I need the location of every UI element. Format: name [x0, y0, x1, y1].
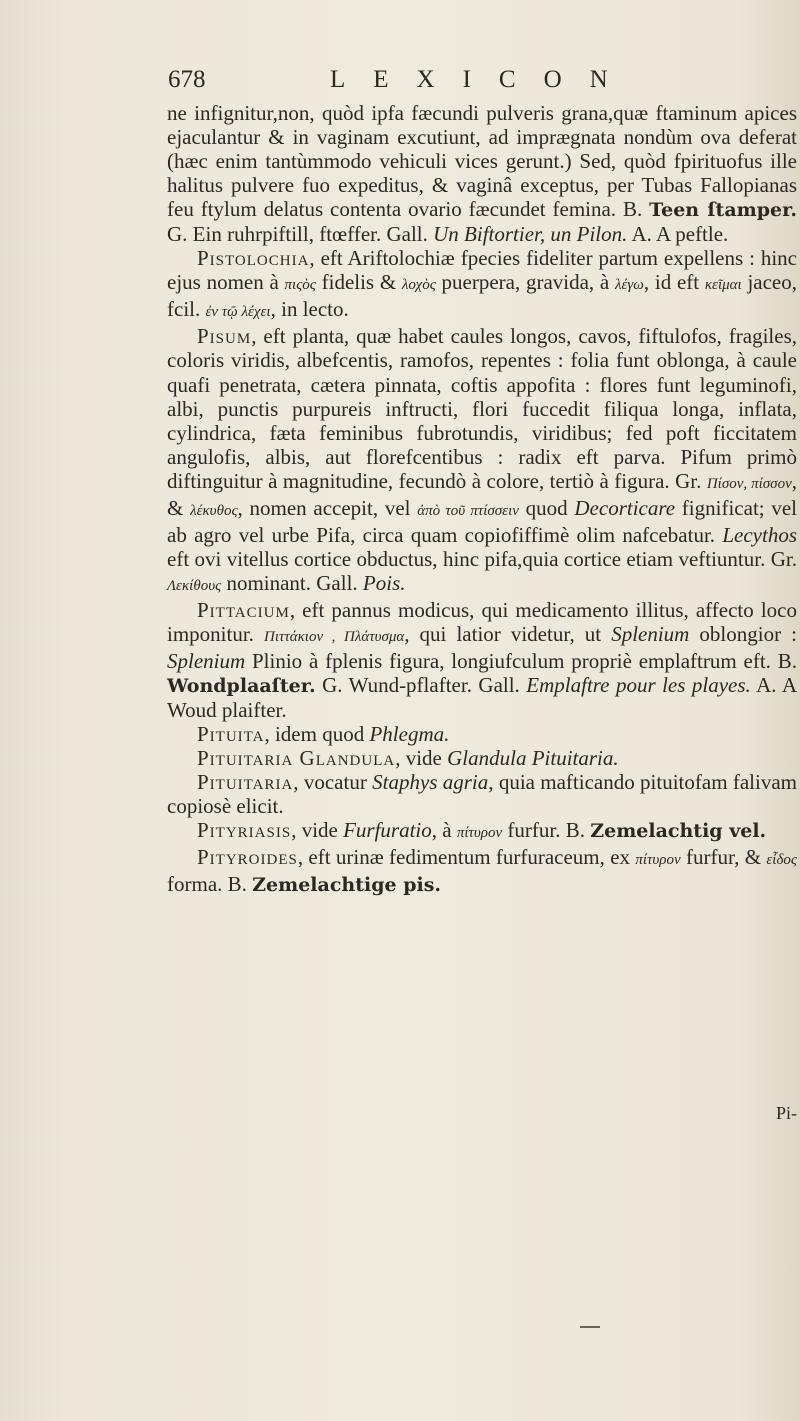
- dictionary-entry: [167, 746, 797, 770]
- italic-term: Emplaftre pour les playes.: [526, 673, 751, 698]
- bottom-mark: [580, 1326, 600, 1328]
- italic-term: Un Biftortier, un Pilon.: [433, 222, 628, 247]
- italic-term: Lecythos: [722, 522, 797, 547]
- blackletter-term: Zemelachtig vel.: [590, 820, 767, 843]
- text-run: , quia mafticando pituitofam falivam copiosè elicit.: [167, 770, 797, 819]
- text-run: , in lecto.: [270, 297, 349, 322]
- dictionary-entry: [167, 770, 797, 818]
- greek-term: λοχὸς: [401, 277, 436, 294]
- italic-term: Glandula Pituitaria.: [447, 746, 619, 771]
- dictionary-entry: [167, 598, 797, 722]
- text-run: , idem quod: [264, 722, 370, 747]
- text-run: fidelis &: [315, 270, 402, 295]
- text-run: eft ovi vitellus cortice obductus, hinc pifa,quia cortice etiam veftiuntur. Gr.: [167, 546, 797, 571]
- text-run: ne infignitur,non, quòd ipfa fæcundi pulveris grana,quæ ftaminum apices ejaculantur & in vaginam excutiunt, ad imprægnata nondùm ova deferat (hæc enim tantùmmodo vehiculi vices gerunt.) Sed, quòd fpirituofus ille halitus pulvere fuo expeditus, & vaginâ exceptus, per Tubas Fallopianas feu ftylum delatus contenta ovario fæcundet femina. B.: [167, 101, 797, 222]
- text-run: , eft Ariftolochiæ fpecies fideliter partum expellens : hinc ejus nomen à: [167, 246, 797, 295]
- text-run: furfur, &: [680, 845, 767, 870]
- italic-term: Furfuratio: [343, 818, 432, 843]
- text-run: furfur. B.: [502, 818, 591, 843]
- text-run: , vide: [395, 746, 448, 771]
- greek-term: λέγω: [614, 277, 644, 294]
- greek-term: πιςὸς: [284, 277, 316, 294]
- text-run: oblongior :: [689, 621, 797, 646]
- text-run: jaceo, fcil.: [167, 270, 798, 322]
- running-header: [168, 66, 650, 100]
- blackletter-term: Teen ſtamper.: [649, 199, 797, 222]
- greek-term: πίτυρον: [635, 852, 681, 869]
- dictionary-entry: [167, 845, 797, 897]
- text-run: forma. B.: [167, 872, 253, 897]
- text-run: , eft pannus modicus, qui medicamento illitus, affecto loco imponitur.: [167, 597, 797, 646]
- greek-term: ἐν τῷ λέχει: [205, 304, 271, 321]
- blackletter-term: Wondplaaſter.: [167, 675, 316, 698]
- entry-headword: Pituita: [197, 722, 265, 747]
- greek-term: ἀπὸ τοῦ πτίσσειν: [417, 502, 519, 519]
- text-run: , eft urinæ fedimentum furfuraceum, ex: [297, 845, 636, 870]
- italic-term: Splenium: [167, 649, 246, 674]
- dictionary-entry: [167, 722, 797, 746]
- text-run: , vide: [291, 818, 344, 843]
- text-run: G. Ein ruhrpiftill, ftœffer. Gall.: [167, 222, 434, 247]
- text-run: , id eft: [643, 270, 705, 295]
- text-run: G. Wund-pflafter. Gall.: [315, 673, 527, 698]
- running-title: LEXICON: [330, 66, 636, 93]
- body-text: [167, 101, 797, 898]
- text-run: A. A peftle.: [627, 222, 729, 247]
- greek-term: εἶδος: [766, 852, 797, 869]
- text-run: , vocatur: [293, 770, 373, 795]
- italic-term: Splenium: [611, 621, 690, 646]
- greek-term: Πιττάκιον , Πλάτυσμα: [263, 628, 405, 645]
- text-run: , qui latior videtur, ut: [404, 621, 612, 646]
- text-run: fignificat; vel ab agro vel urbe Pifa, circa quam copiofiffimè olim nafcebatur.: [167, 495, 797, 547]
- dictionary-entry: [167, 818, 797, 845]
- greek-term: Πίσον, πίσσον: [706, 475, 792, 492]
- entry-headword: Pityriasis: [197, 818, 292, 843]
- entry-headword: Pistolochia: [197, 246, 310, 271]
- italic-term: Phlegma.: [369, 722, 450, 747]
- entry-headword: Pituitaria: [197, 770, 294, 795]
- text-run: puerpera, gravida, à: [435, 270, 615, 295]
- greek-term: Λεκίθους: [167, 577, 222, 594]
- greek-term: λέκυθος: [190, 502, 238, 519]
- text-run: A. A Woud plaifter.: [167, 673, 797, 723]
- italic-term: Pois.: [362, 570, 406, 595]
- blackletter-term: Zemelachtige pis.: [252, 874, 442, 897]
- entry-headword: Pityroides: [197, 845, 298, 870]
- entry-headword: Pittacium: [197, 597, 290, 622]
- entry-headword: Pisum: [197, 324, 252, 349]
- italic-term: Decorticare: [574, 495, 676, 520]
- paragraph-continued: [167, 101, 797, 246]
- text-run: , eft planta, quæ habet caules longos, cavos, fiftulofos, fragiles, coloris viridis, albefcentis, ramofos, repentes : folia funt oblonga, à caule quafi penetrata, cætera pinnata, coftis appofita : flores funt leguminofi, albi, punctis purpureis inftructi, flori fuccedit filiqua longa, inflata, cylindrica, fæta feminibus fubrotundis, viridibus; fed poft ficcitatem angulofis, albis, aut florefcentibus : radix eft parva. Pifum primò diftinguitur à magnitudine, fecundò à colore, tertiò à figura. Gr.: [167, 324, 797, 493]
- text-run: nominant. Gall.: [221, 570, 363, 595]
- text-run: Plinio à fplenis figura, longiufculum propriè emplaftrum eft. B.: [245, 649, 797, 674]
- dictionary-entry: [167, 324, 797, 598]
- greek-term: κεῖμαι: [704, 277, 742, 294]
- entry-headword: Pituitaria Glandula: [197, 746, 396, 771]
- dictionary-entry: [167, 246, 797, 324]
- text-run: , à: [431, 818, 457, 843]
- italic-term: Staphys agria: [372, 770, 489, 795]
- text-run: , &: [167, 468, 797, 520]
- greek-term: πίτυρον: [456, 825, 503, 842]
- catchword: Pi-: [776, 1103, 798, 1123]
- text-run: , nomen accepit, vel: [237, 495, 418, 520]
- page-number: 678: [168, 66, 206, 93]
- text-run: quod: [518, 495, 575, 520]
